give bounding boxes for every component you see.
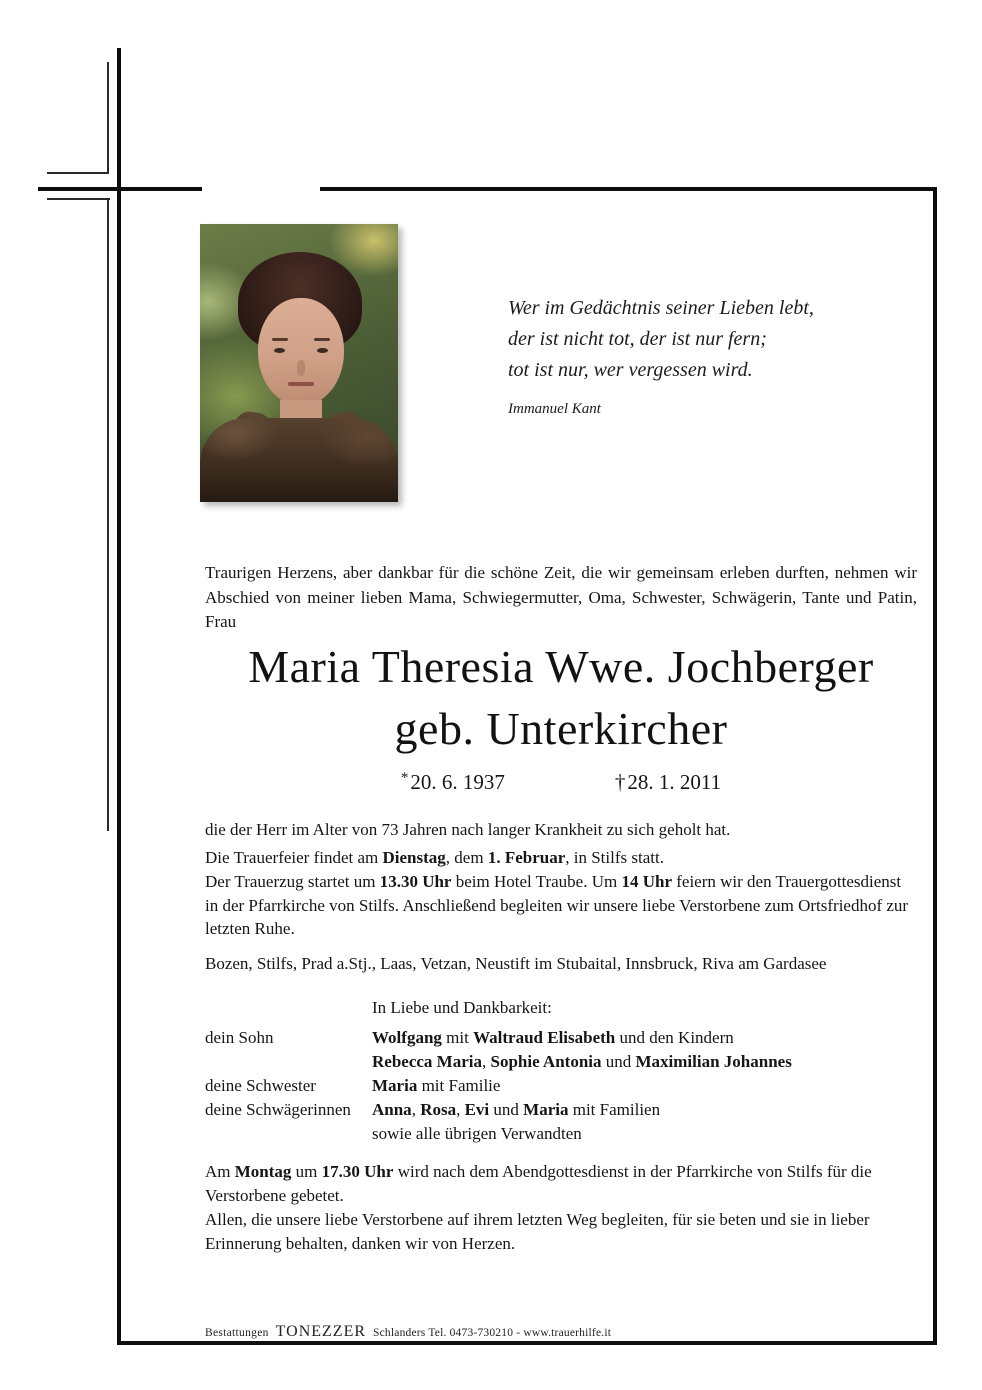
family-label: dein Sohn [205,1028,274,1047]
border-right-line [933,187,937,1345]
birth-star-icon: * [400,770,409,786]
death-date-value: 28. 1. 2011 [627,770,722,794]
quote-line-1: Wer im Gedächtnis seiner Lieben lebt, [508,297,814,319]
family-label: deine Schwägerinnen [205,1100,351,1119]
photo-face [258,298,344,406]
photo-eyebrow-right [314,338,330,341]
quote-line-3: tot ist nur, wer vergessen wird. [508,359,753,381]
family-value [372,1026,917,1074]
family-row-sister [205,1074,917,1098]
undertaker-footer [205,1323,917,1341]
cross-thin-horizontal-lower-line [47,198,110,200]
cross-horizontal-left-line [38,187,202,191]
photo-nose [297,360,305,376]
photo-eye-right [317,348,328,353]
cross-thin-vertical-lower-line [107,198,109,831]
deceased-name-heading [133,636,982,760]
paragraph-evening-prayer: Am Montag um 17.30 Uhr wird nach dem Abendgottesdienst in der Pfarrkirche von Stilfs für die Verstorbene gebetet. [205,1162,872,1205]
paragraph-trauerfeier: Die Trauerfeier findet am Dienstag, dem 1. Februar, in Stilfs statt. [205,848,664,867]
border-top-line [320,187,937,191]
birth-date [401,770,505,795]
family-value-line: Rebecca Maria, Sophie Antonia und Maximilian Johannes [372,1052,792,1071]
deceased-name-line2: geb. Unterkircher [394,703,728,754]
family-value [372,1098,917,1146]
family-label: deine Schwester [205,1076,316,1095]
death-date [615,770,721,795]
closing-salutation: In Liebe und Dankbarkeit: [372,998,552,1017]
family-row-sisters-in-law [205,1098,917,1146]
paragraph-thanks: Allen, die unsere liebe Verstorbene auf ihrem letzten Weg begleiten, für sie beten und sie in lieber Erinnerung behalten, danken wir von Herzen. [205,1210,870,1253]
cross-vertical-thick-line [117,48,121,1345]
life-dates [205,770,917,795]
family-value [372,1074,917,1098]
family-value-line: Maria mit Familie [372,1076,501,1095]
photo-fur-coat [200,418,398,502]
paragraph-taken-by-lord: die der Herr im Alter von 73 Jahren nach langer Krankheit zu sich geholt hat. [205,820,731,839]
footer-detail: Schlanders Tel. 0473-730210 - www.trauerhilfe.it [373,1327,612,1339]
paragraph-trauerzug: Der Trauerzug startet um 13.30 Uhr beim Hotel Traube. Um 14 Uhr feiern wir den Trauergottesdienst in der Pfarrkirche von Stilfs. Anschließend begleiten wir unsere liebe Verstorbene zum Ortsfriedhof zur letzten Ruhe. [205,872,909,938]
intro-paragraph: Traurigen Herzens, aber dankbar für die schöne Zeit, die wir gemeinsam erleben durften, nehmen wir Abschied von meiner lieben Mama, Schwiegermutter, Oma, Schwester, Schwägerin, Tante und Patin, Frau [205,563,917,631]
deceased-name-line1: Maria Theresia Wwe. Jochberger [248,641,874,692]
photo-eye-left [274,348,285,353]
memorial-quote [508,293,848,419]
quote-attribution: Immanuel Kant [508,401,601,417]
birth-date-value: 20. 6. 1937 [410,770,505,794]
family-value-line: sowie alle übrigen Verwandten [372,1124,582,1143]
death-cross-icon: † [614,770,626,794]
photo-mouth [288,382,314,386]
family-row-son [205,1026,917,1074]
footer-brand: TONEZZER [275,1323,367,1340]
family-value-line: Wolfgang mit Waltraud Elisabeth und den Kindern [372,1028,734,1047]
cross-thin-horizontal-upper-line [47,172,109,174]
footer-prefix: Bestattungen [205,1327,269,1339]
photo-eyebrow-left [272,338,288,341]
border-bottom-line [117,1341,937,1345]
family-value-line: Anna, Rosa, Evi und Maria mit Familien [372,1100,661,1119]
portrait-photo [200,224,398,502]
quote-line-2: der ist nicht tot, der ist nur fern; [508,328,767,350]
family-list [205,1026,917,1146]
cross-thin-vertical-upper-line [107,62,109,172]
paragraph-places: Bozen, Stilfs, Prad a.Stj., Laas, Vetzan, Neustift im Stubaital, Innsbruck, Riva am Gardasee [205,954,827,973]
